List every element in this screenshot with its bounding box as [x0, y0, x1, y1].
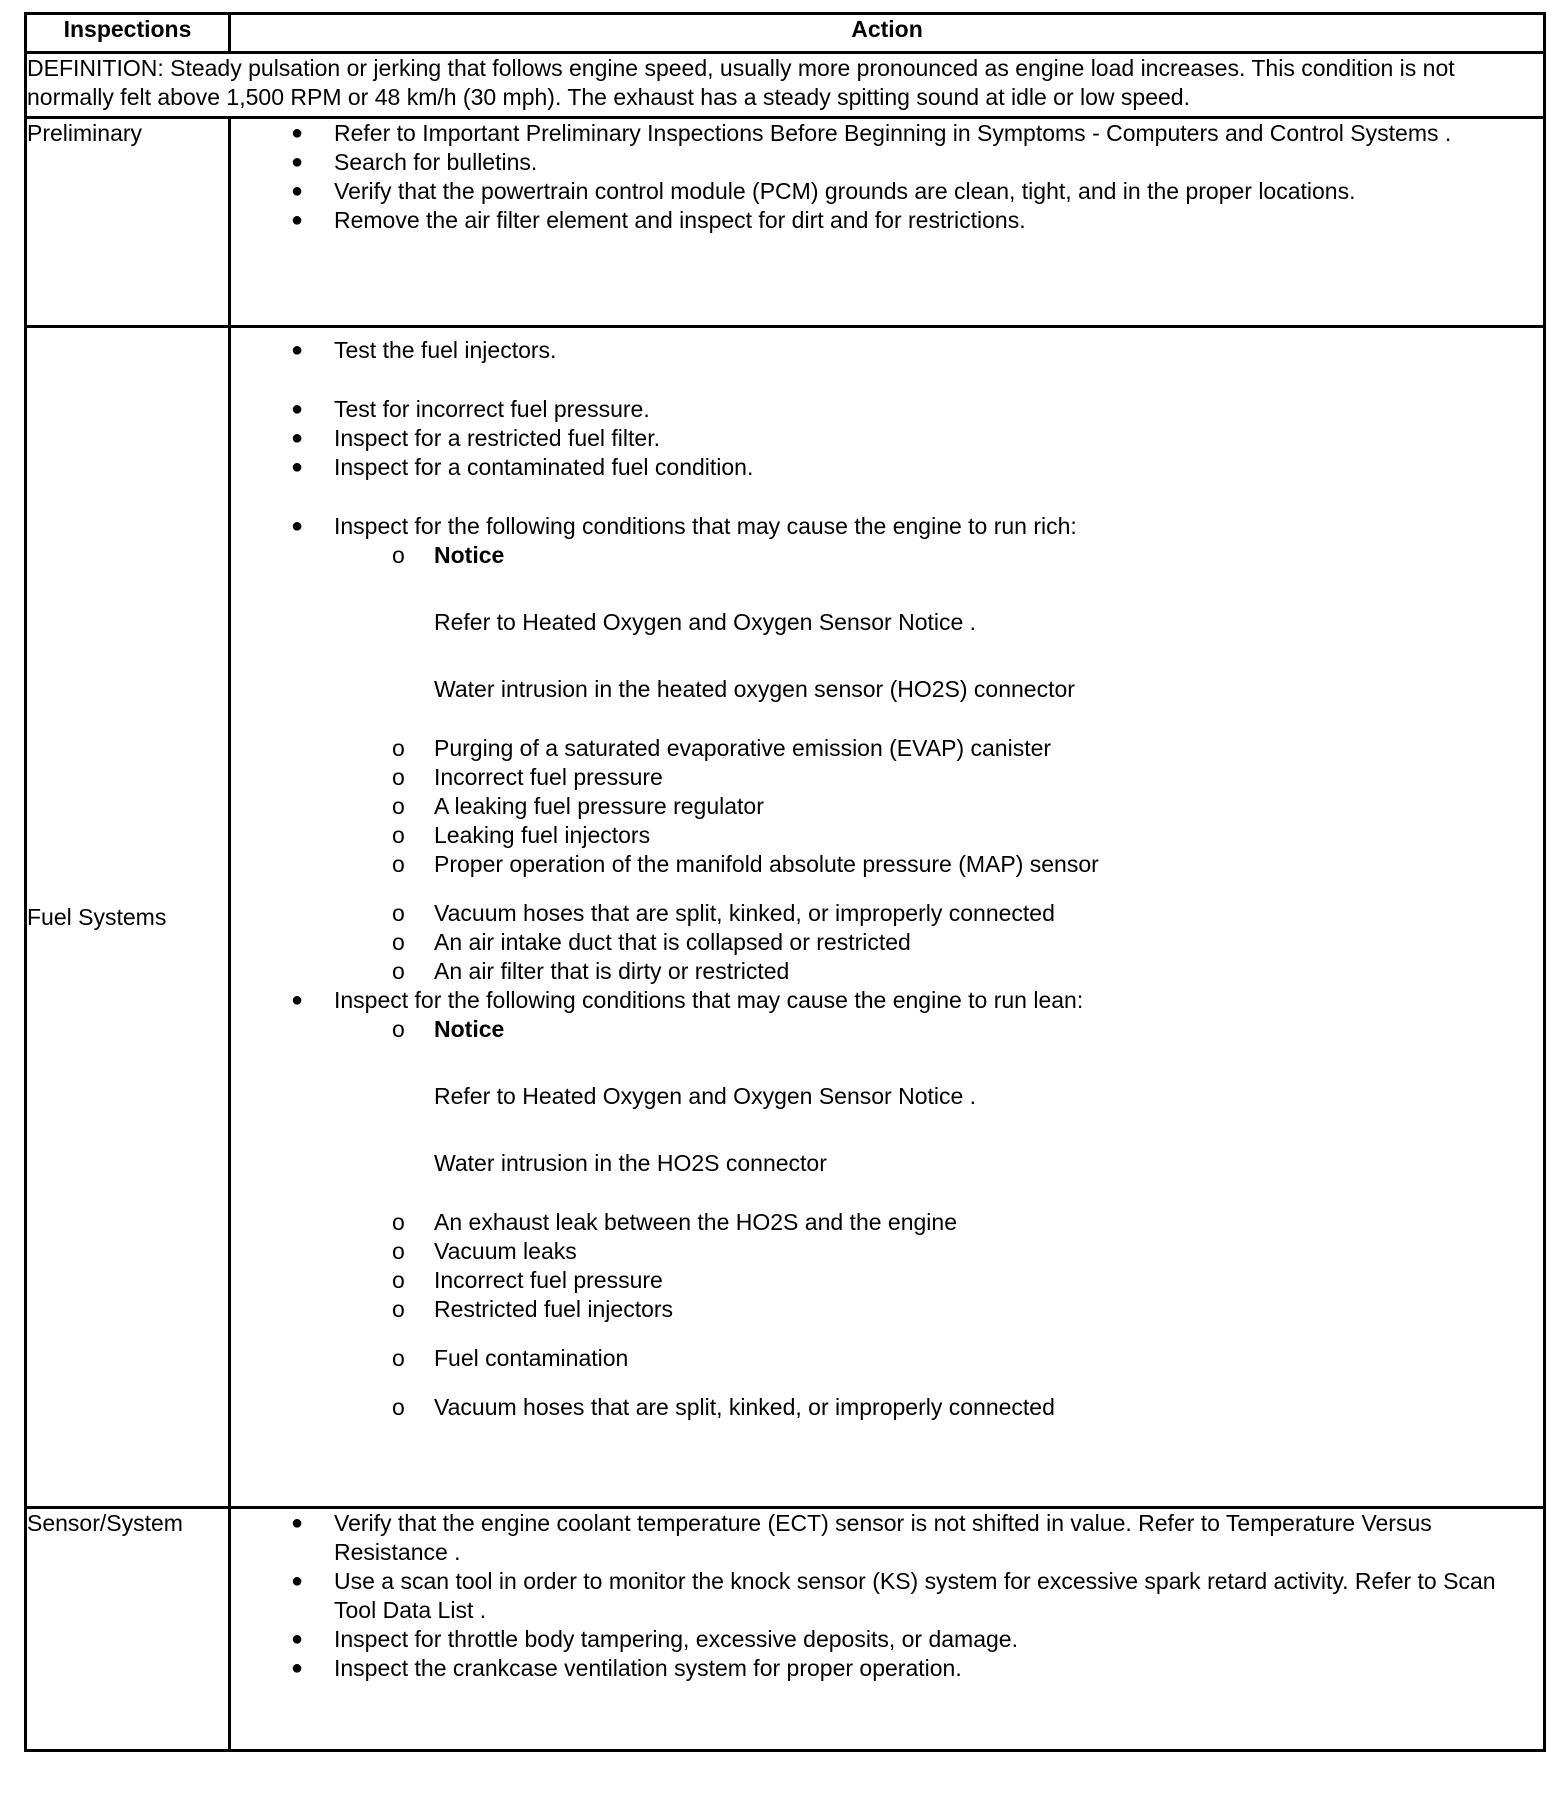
preliminary-item-4: Remove the air filter element and inspect for dirt and for restrictions.	[334, 207, 1026, 233]
definition-text: DEFINITION: Steady pulsation or jerking that follows engine speed, usually more pronounced as engine load increases. This condition is not normally felt above 1,500 RPM or 48 km/h (30 mph). The exhaust has a steady spitting sound at idle or low speed.	[26, 53, 1545, 118]
list-item	[231, 1625, 1543, 1654]
sub-bullet-icon: o	[392, 958, 405, 984]
sub-bullet-icon: o	[392, 1394, 405, 1420]
list-item	[231, 734, 1543, 763]
list-item	[231, 986, 1543, 1015]
diagnostic-table	[24, 12, 1546, 1752]
bullet-icon: ●	[291, 398, 304, 420]
header-row	[26, 14, 1545, 53]
sensor-item-4: Inspect the crankcase ventilation system for proper operation.	[334, 1655, 962, 1681]
preliminary-item-2: Search for bulletins.	[334, 149, 538, 175]
sensor-row	[26, 1508, 1545, 1751]
list-item	[231, 899, 1543, 928]
preliminary-item-1: Refer to Important Preliminary Inspections Before Beginning in Symptoms - Computers and Control Systems .	[334, 120, 1452, 146]
sub-bullet-icon: o	[392, 793, 405, 819]
sub-bullet-icon: o	[392, 735, 405, 761]
sub-bullet-icon: o	[392, 542, 405, 568]
fuel-rich-intro: Inspect for the following conditions that may cause the engine to run rich:	[334, 513, 1077, 539]
preliminary-item-3: Verify that the powertrain control module (PCM) grounds are clean, tight, and in the proper locations.	[334, 178, 1356, 204]
definition-row	[26, 53, 1545, 118]
preliminary-label: Preliminary	[26, 118, 230, 327]
bullet-icon: ●	[291, 1657, 304, 1679]
sub-bullet-icon: o	[392, 1296, 405, 1322]
list-item	[231, 206, 1543, 235]
rich-item: Purging of a saturated evaporative emission (EVAP) canister	[434, 735, 1052, 761]
sensor-item-1: Verify that the engine coolant temperature (ECT) sensor is not shifted in value. Refer to Temperature Versus Resistance .	[334, 1510, 1432, 1565]
list-item	[231, 1344, 1543, 1373]
list-item	[231, 1015, 1543, 1178]
list-item	[231, 928, 1543, 957]
sub-bullet-icon: o	[392, 900, 405, 926]
list-item	[231, 821, 1543, 850]
sub-bullet-icon: o	[392, 851, 405, 877]
bullet-icon: ●	[291, 151, 304, 173]
list-item	[231, 1567, 1543, 1625]
sub-bullet-icon: o	[392, 1209, 405, 1235]
list-item	[231, 336, 1543, 365]
fuel-test-injectors: Test the fuel injectors.	[334, 337, 557, 363]
bullet-icon: ●	[291, 209, 304, 231]
sensor-actions	[230, 1508, 1545, 1751]
sub-bullet-icon: o	[392, 822, 405, 848]
fuel-row	[26, 327, 1545, 1508]
sub-bullet-icon: o	[392, 1345, 405, 1371]
fuel-inspect-filter: Inspect for a restricted fuel filter.	[334, 425, 660, 451]
bullet-icon: ●	[291, 456, 304, 478]
sub-bullet-icon: o	[392, 764, 405, 790]
sensor-item-3: Inspect for throttle body tampering, excessive deposits, or damage.	[334, 1626, 1018, 1652]
rich-item: Incorrect fuel pressure	[434, 764, 663, 790]
sub-bullet-icon: o	[392, 1016, 405, 1042]
rich-item: Leaking fuel injectors	[434, 822, 651, 848]
list-item	[231, 541, 1543, 704]
rich-item: Proper operation of the manifold absolute pressure (MAP) sensor	[434, 851, 1099, 877]
lean-notice-ref: Refer to Heated Oxygen and Oxygen Sensor Notice .	[434, 1083, 977, 1109]
rich-notice-title: Notice	[434, 542, 505, 568]
list-item	[231, 424, 1543, 453]
list-item	[231, 1654, 1543, 1683]
rich-item: Vacuum hoses that are split, kinked, or improperly connected	[434, 900, 1055, 926]
list-item	[231, 395, 1543, 424]
bullet-icon: ●	[291, 1512, 304, 1534]
rich-notice-ref: Refer to Heated Oxygen and Oxygen Sensor Notice .	[434, 609, 977, 635]
list-item	[231, 148, 1543, 177]
fuel-test-pressure: Test for incorrect fuel pressure.	[334, 396, 650, 422]
bullet-icon: ●	[291, 339, 304, 361]
fuel-lean-intro: Inspect for the following conditions that may cause the engine to run lean:	[334, 987, 1084, 1013]
header-action: Action	[230, 14, 1545, 53]
lean-item: An exhaust leak between the HO2S and the engine	[434, 1209, 957, 1235]
list-item	[231, 1295, 1543, 1324]
list-item	[231, 453, 1543, 482]
sub-bullet-icon: o	[392, 1238, 405, 1264]
sub-bullet-icon: o	[392, 929, 405, 955]
list-item	[231, 119, 1543, 148]
lean-notice-title: Notice	[434, 1016, 505, 1042]
bullet-icon: ●	[291, 427, 304, 449]
rich-item: A leaking fuel pressure regulator	[434, 793, 764, 819]
sensor-label: Sensor/System	[26, 1508, 230, 1751]
list-item	[231, 1393, 1543, 1422]
preliminary-row	[26, 118, 1545, 327]
fuel-label: Fuel Systems	[26, 327, 230, 1508]
list-item	[231, 850, 1543, 879]
list-item	[231, 1509, 1543, 1567]
header-inspections: Inspections	[26, 14, 230, 53]
bullet-icon: ●	[291, 1628, 304, 1650]
bullet-icon: ●	[291, 989, 304, 1011]
list-item	[231, 177, 1543, 206]
bullet-icon: ●	[291, 1570, 304, 1592]
lean-item: Incorrect fuel pressure	[434, 1267, 663, 1293]
rich-item: An air filter that is dirty or restricted	[434, 958, 790, 984]
lean-item-contamination: Fuel contamination	[434, 1345, 629, 1371]
rich-notice-body: Water intrusion in the heated oxygen sensor (HO2S) connector	[434, 676, 1075, 702]
list-item	[231, 763, 1543, 792]
bullet-icon: ●	[291, 122, 304, 144]
rich-item: An air intake duct that is collapsed or restricted	[434, 929, 911, 955]
list-item	[231, 792, 1543, 821]
fuel-actions	[230, 327, 1545, 1508]
list-item	[231, 957, 1543, 986]
list-item	[231, 1208, 1543, 1237]
list-item	[231, 1266, 1543, 1295]
lean-item: Vacuum leaks	[434, 1238, 577, 1264]
lean-notice-body: Water intrusion in the HO2S connector	[434, 1150, 827, 1176]
list-item	[231, 512, 1543, 541]
bullet-icon: ●	[291, 515, 304, 537]
lean-item-vacuum: Vacuum hoses that are split, kinked, or improperly connected	[434, 1394, 1055, 1420]
fuel-inspect-contaminated: Inspect for a contaminated fuel condition.	[334, 454, 754, 480]
sub-bullet-icon: o	[392, 1267, 405, 1293]
lean-item: Restricted fuel injectors	[434, 1296, 674, 1322]
list-item	[231, 1237, 1543, 1266]
sensor-item-2: Use a scan tool in order to monitor the knock sensor (KS) system for excessive spark retard activity. Refer to Scan Tool Data List .	[334, 1568, 1496, 1623]
bullet-icon: ●	[291, 180, 304, 202]
preliminary-actions	[230, 118, 1545, 327]
